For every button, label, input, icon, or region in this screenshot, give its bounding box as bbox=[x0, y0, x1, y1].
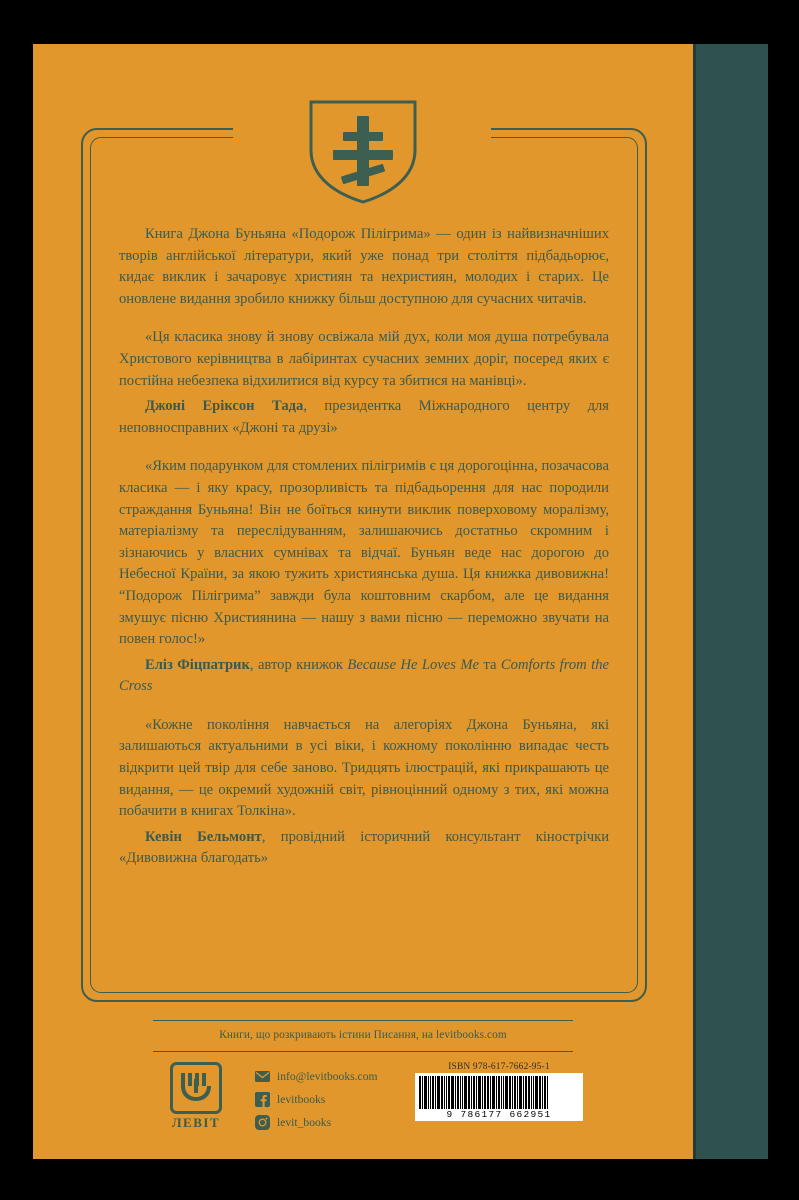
attribution-conjunction: та bbox=[479, 656, 501, 673]
barcode-bars bbox=[419, 1076, 579, 1109]
publisher-block bbox=[153, 1062, 239, 1131]
contact-facebook-value: levitbooks bbox=[277, 1092, 326, 1106]
attribution-role: , президентка Міжнародного центру для неповносправних «Джоні та друзі» bbox=[119, 398, 609, 436]
shield-with-orthodox-cross-icon bbox=[285, 96, 441, 206]
isbn-label: ISBN 978-617-7662-95-1 bbox=[448, 1062, 550, 1072]
blurb-paragraph: «Ця класика знову й знову освіжала мій дух, коли моя душа потребувала Христового керівництва в лабіринтах сучасних земних доріг, посеред яких є постійна небезпека відхилитися від курсу та збитися на манівці». bbox=[119, 329, 609, 389]
blurb-attribution bbox=[119, 396, 609, 439]
contact-email-value: info@levitbooks.com bbox=[277, 1069, 378, 1083]
attribution-name: Джоні Еріксон Тада bbox=[145, 398, 304, 415]
isbn-block bbox=[415, 1062, 583, 1121]
book-spine bbox=[693, 44, 768, 1159]
barcode bbox=[415, 1073, 583, 1121]
contact-item-email[interactable] bbox=[255, 1066, 378, 1086]
instagram-icon bbox=[255, 1115, 270, 1130]
blurb-attribution bbox=[119, 655, 609, 698]
attribution-book-title: Because He Loves Me bbox=[347, 656, 480, 673]
blurb-paragraph: Книга Джона Буньяна «Подорож Пілігрима» — один із найвизначніших творів англійської літератури, який уже понад три століття підбадьорює, кидає виклик і зачаровує християн та нехристиян, молодих і старих. Це оновлене видання зробило книжку більш доступною для сучасних читачів. bbox=[119, 226, 609, 307]
attribution-name: Еліз Фіцпатрик bbox=[145, 656, 250, 673]
blurb-attribution bbox=[119, 827, 609, 870]
book-back-cover bbox=[33, 44, 768, 1159]
attribution-role: , провідний історичний консультант кінострічки «Дивовижна благодать» bbox=[119, 828, 609, 867]
attribution-role: , автор книжок bbox=[249, 656, 348, 673]
cover-footer bbox=[153, 1060, 583, 1138]
contact-item-instagram[interactable] bbox=[255, 1112, 378, 1132]
blurb-text-column bbox=[119, 224, 609, 887]
facebook-icon bbox=[255, 1092, 270, 1107]
blurb-paragraph: «Яким подарунком для стомлених пілігримів є ця дорогоцінна, позачасова класика — і яку красу, прозорливість та підбадьорення для нас породили страждання Буньяна! Він не боїться кинути виклик поверховому моралізму, матеріалізму та переслідуванням, залишаючись достатньо скромним і зізнаючись у власних сумнівах та відчаї. Буньян веде нас дорогою до Небесної Країни, за якою тужить християнська душа. Ця книжка дивовижна! “Подорож Пілігрима” завжди була коштовним скарбом, але це видання змушує пісню Християнина — нашу з вами пісню — переможно звучати на повен голос!» bbox=[119, 458, 609, 648]
levit-logo-icon bbox=[170, 1062, 222, 1114]
contact-item-facebook[interactable] bbox=[255, 1089, 378, 1109]
publisher-name: ЛЕВІТ bbox=[171, 1115, 221, 1130]
attribution-name: Кевін Бельмонт bbox=[145, 828, 262, 845]
publisher-tagline: Книги, що розкривають істини Писання, на levitbooks.com bbox=[153, 1020, 573, 1052]
blurb-paragraph: «Кожне покоління навчається на алегоріях Джона Буньяна, які залишаються актуальними в усі віки, і кожному поколінню випадає честь відкрити цей твір для себе заново. Тридцять ілюстрацій, які прикрашають це видання, — це окремий художній світ, рівноцінний одному з тих, які можна побачити в книгах Толкіна». bbox=[119, 716, 609, 820]
envelope-icon bbox=[255, 1069, 270, 1084]
barcode-number: 9 786177 662951 bbox=[446, 1109, 552, 1120]
spine-edge bbox=[693, 44, 696, 1159]
contact-list bbox=[255, 1066, 378, 1135]
attribution-book-title: Comforts from the Cross bbox=[119, 656, 609, 695]
contact-instagram-value: levit_books bbox=[277, 1115, 332, 1129]
